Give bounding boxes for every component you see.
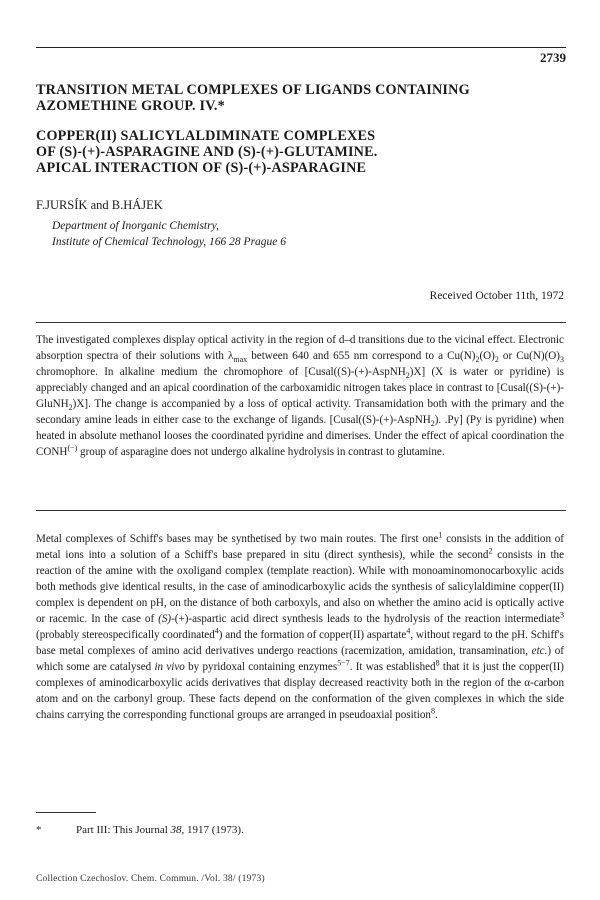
reference-marker: 4 bbox=[406, 626, 411, 636]
body-paragraph bbox=[36, 531, 564, 723]
footnote-mark: * bbox=[36, 824, 42, 836]
footnote-text: , 1917 (1973). bbox=[181, 824, 244, 836]
title-line: AZOMETHINE GROUP. IV.* bbox=[36, 98, 225, 114]
abstract bbox=[36, 332, 564, 460]
affiliation bbox=[52, 218, 286, 250]
body-text-run: (probably stereospecifically coordinated bbox=[36, 629, 215, 641]
abstract-text: or Cu(N)(O) bbox=[498, 350, 560, 362]
body-text-run: . bbox=[434, 709, 438, 721]
abstract-text: )X]. The change is accompanied by a loss of optical activity. Transamidation both with the primary and the secondary amine leads in either case to the exchange of ligands. [Cusal((S)-(+)-AspNH bbox=[36, 398, 564, 426]
body-text-run: ) of which some are catalysed bbox=[36, 645, 564, 673]
journal-footer: Collection Czechoslov. Chem. Commun. /Vol. 38/ (1973) bbox=[36, 874, 265, 884]
subtitle-line: OF (S)-(+)-ASPARAGINE AND (S)-(+)-GLUTAMINE. bbox=[36, 144, 378, 160]
body-text bbox=[36, 531, 564, 723]
received-date: Received October 11th, 1972 bbox=[429, 290, 564, 302]
abstract-text: (O) bbox=[479, 350, 495, 362]
affiliation-institute: Institute of Chemical Technology, 166 28 Prague 6 bbox=[52, 236, 287, 248]
subtitle-line: APICAL INTERACTION OF (S)-(+)-ASPARAGINE bbox=[36, 160, 367, 176]
superscript: (−) bbox=[67, 443, 78, 453]
emphasis: in vivo bbox=[154, 661, 185, 673]
header-rule bbox=[36, 47, 566, 48]
footnote-volume: 38 bbox=[170, 824, 182, 836]
subscript: 2 bbox=[475, 355, 480, 365]
footnote-text: Part III: This Journal bbox=[76, 824, 171, 836]
abstract-paragraph bbox=[36, 332, 564, 460]
subtitle-line: COPPER(II) SALICYLALDIMINATE COMPLEXES bbox=[36, 128, 376, 144]
subscript: 3 bbox=[559, 355, 564, 365]
body-text-run: by pyridoxal containing enzymes bbox=[184, 661, 338, 673]
body-text-run: ) and the formation of copper(II) aspartate bbox=[218, 629, 407, 641]
subscript: max bbox=[233, 355, 248, 365]
abstract-text: ). .Py] (Py is pyridine) when heated in absolute methanol looses the coordinated pyridine and dimerises. Under the effect of apical coordination the CONH bbox=[36, 414, 564, 458]
reference-marker: 8 bbox=[435, 658, 440, 668]
reference-marker: 4 bbox=[214, 626, 219, 636]
subscript: 2 bbox=[68, 403, 73, 413]
abstract-top-rule bbox=[36, 322, 566, 323]
emphasis: etc. bbox=[531, 645, 548, 657]
footnote bbox=[36, 824, 244, 836]
article-title bbox=[36, 82, 556, 176]
abstract-bottom-rule bbox=[36, 510, 566, 511]
abstract-text: )X] (X is water or pyridine) is appreciably changed and an apical coordination of the carboxamidic nitrogen takes place in contrast to [Cusal((S)-(+)-GluNH bbox=[36, 366, 564, 410]
body-text-run: . It was established bbox=[349, 661, 436, 673]
reference-marker: 8 bbox=[430, 706, 435, 716]
body-text-run: consists in the addition of metal ions into a solution of a Schiff's base prepared in situ (direct synthesis), while the second bbox=[36, 533, 564, 561]
body-text-run: , without regard to the pH. Schiff's base metal complexes of amino acid derivatives undergo reactions (racemization, amidation, transamination, bbox=[36, 629, 564, 657]
page-number: 2739 bbox=[540, 50, 566, 65]
abstract-text: between 640 and 655 nm correspond to a Cu(N) bbox=[247, 350, 476, 362]
reference-marker: 1 bbox=[438, 530, 443, 540]
affiliation-department: Department of Inorganic Chemistry, bbox=[52, 220, 219, 232]
subscript: 2 bbox=[430, 419, 435, 429]
subscript: 2 bbox=[494, 355, 499, 365]
title-line: TRANSITION METAL COMPLEXES OF LIGANDS CONTAINING bbox=[36, 82, 470, 98]
body-text-run: that it is just the copper(II) complexes of aminodicarboxylic acids derivatives that display decreased reactivity both in the region of the α-carbon atom and on the carbonyl group. These facts depend on the conformation of the given complexes in which the side chains carrying the corresponding functional groups are arranged in pseudoaxial position bbox=[36, 661, 564, 721]
abstract-text: chromophore. In alkaline medium the chromophore of [Cusal((S)-(+)-AspNH bbox=[36, 366, 406, 378]
reference-marker: 5−7 bbox=[337, 658, 350, 668]
reference-marker: 3 bbox=[559, 610, 564, 620]
subscript: 2 bbox=[405, 371, 410, 381]
body-text-run: -(+)-aspartic acid direct synthesis leads to the hydrolysis of the reaction intermediate bbox=[171, 613, 560, 625]
article-subtitle bbox=[36, 128, 556, 176]
footnote-rule bbox=[36, 812, 96, 813]
abstract-text: The investigated complexes display optical activity in the region of d–d transitions due to the vicinal effect. Electronic absorption spectra of their solutions with λ bbox=[36, 334, 564, 362]
body-text-run: Metal complexes of Schiff's bases may be synthetised by two main routes. The first one bbox=[36, 533, 439, 545]
authors: F.JURSÍK and B.HÁJEK bbox=[36, 198, 163, 212]
body-text-run: consists in the reaction of the amine with the oxoligand complex (template reaction). While with monoaminomonocarboxylic acids both methods give identical results, in the case of aminodicarboxylic acids the synthesis of salicylaldimine copper(II) complex is dependent on pH, on the distance of both carboxyls, and also on whether the amino acid is optically active or racemic. In the case of bbox=[36, 549, 565, 625]
emphasis: (S) bbox=[158, 613, 172, 625]
abstract-text: group of asparagine does not undergo alkaline hydrolysis in contrast to glutamine. bbox=[77, 446, 445, 458]
reference-marker: 2 bbox=[488, 546, 493, 556]
